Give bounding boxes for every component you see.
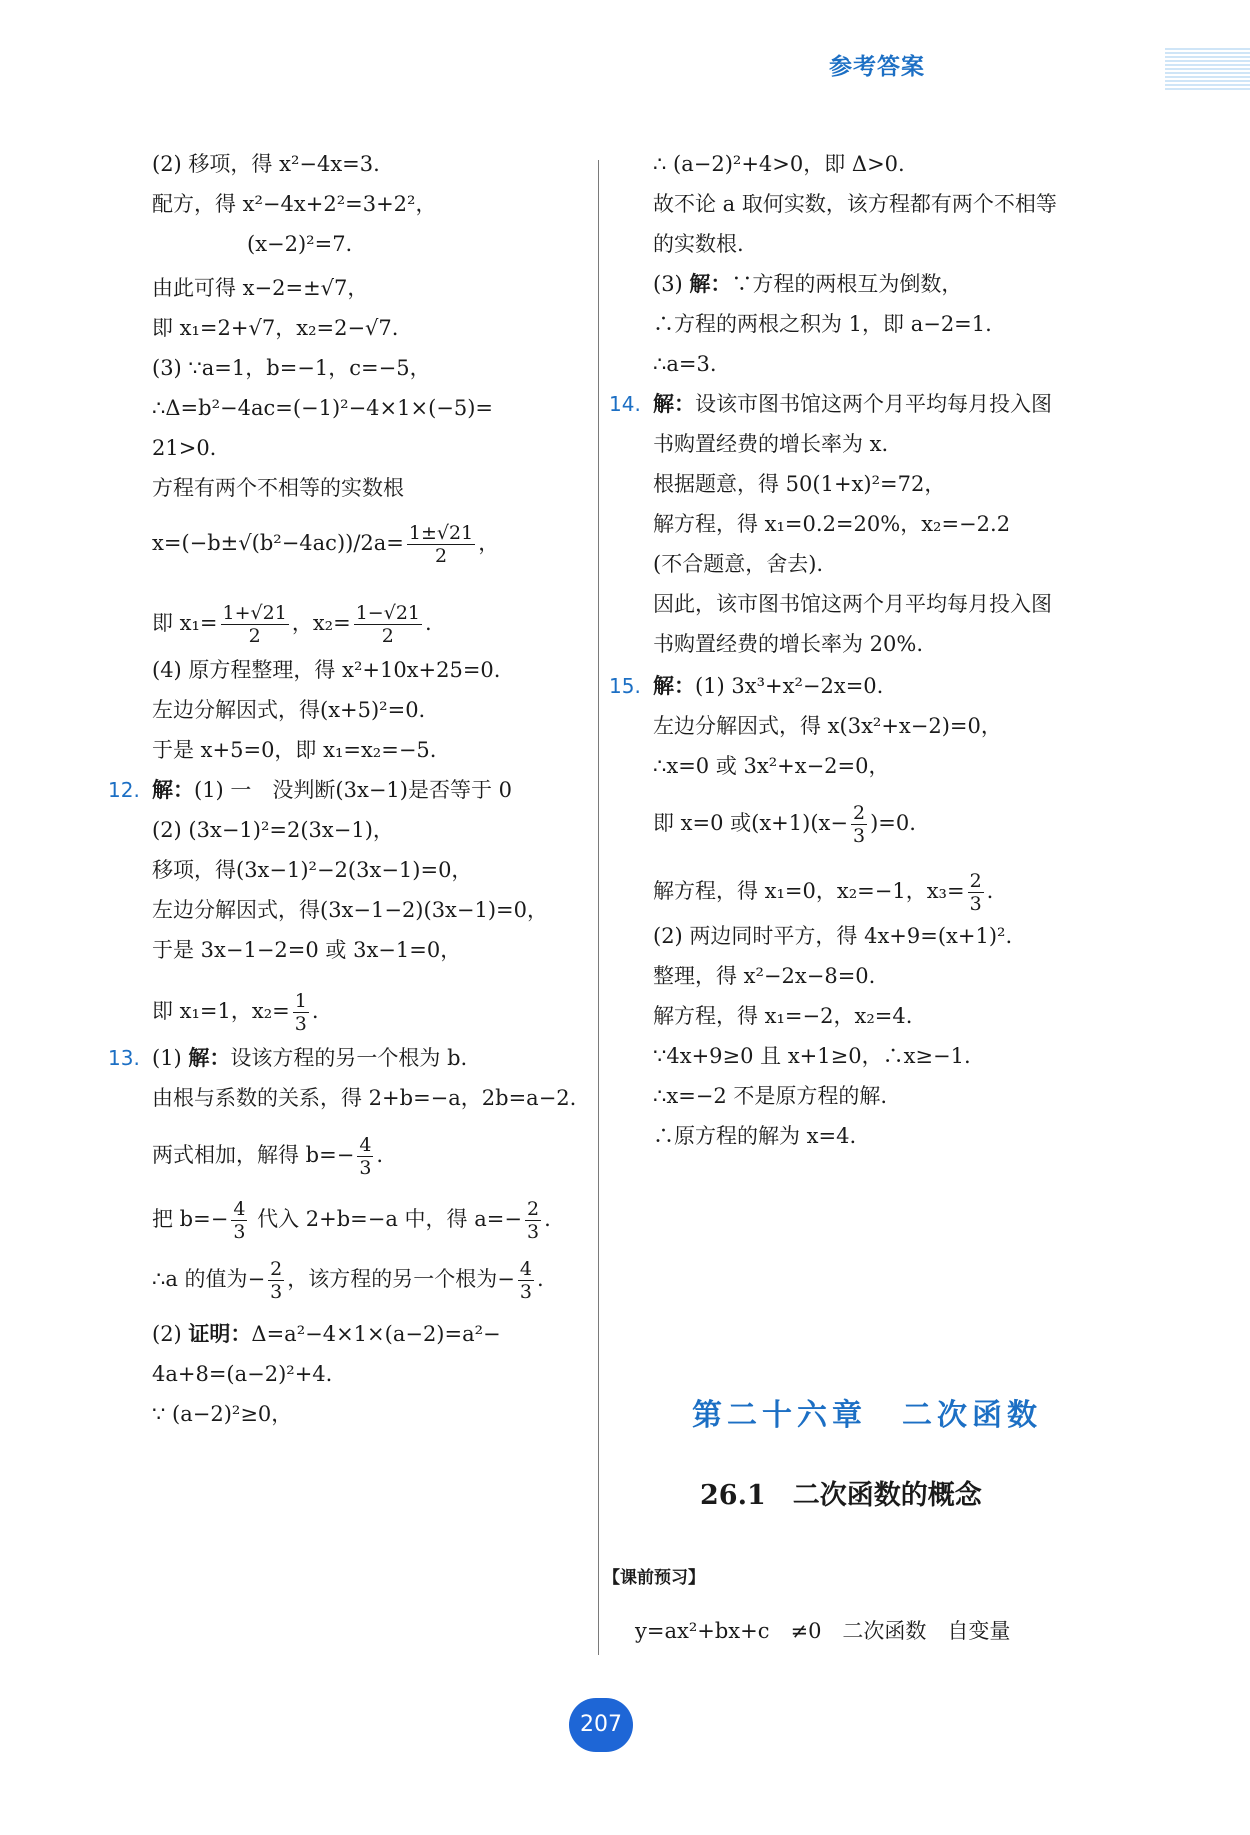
- solution-line: ∴x=−2 不是原方程的解.: [653, 1084, 888, 1108]
- solution-line: 21>0.: [152, 436, 217, 460]
- solution-line: 左边分解因式，得(x+5)²=0.: [152, 698, 426, 722]
- fraction: $\frac{4}{3}$: [519, 1258, 532, 1303]
- solution-line: 即 x₁=2+√7，x₂=2−√7.: [152, 316, 399, 340]
- fraction: $\frac{2}{3}$: [852, 802, 866, 847]
- solution-line: 根据题意，得 50(1+x)²=72，: [653, 472, 946, 496]
- solution-line: 12. 解：(1) 一 没判断(3x−1)是否等于 0: [108, 778, 513, 802]
- preview-tag: 【课前预习】: [603, 1568, 705, 1588]
- solution-line: ∴a 的值为− $\frac{2}{3}$ ，该方程的另一个根为− $\frac{4}{3}$ .: [152, 1258, 544, 1303]
- fraction: $\frac{2}{3}$: [526, 1198, 540, 1243]
- solution-line: 14. 解：设该市图书馆这两个月平均每月投入图: [609, 392, 1052, 416]
- solution-line: 由此可得 x−2=±√7，: [152, 276, 369, 300]
- solution-line: 解方程，得 x₁=0，x₂=−1，x₃= $\frac{2}{3}$ .: [653, 870, 994, 915]
- solution-line: 书购置经费的增长率为 x.: [653, 432, 889, 456]
- fraction: $\frac{1+√21}{2}$: [222, 602, 287, 647]
- solution-line: 的实数根.: [653, 232, 744, 256]
- solution-line: 因此，该市图书馆这两个月平均每月投入图: [653, 592, 1052, 616]
- solution-line: 两式相加，解得 b=− $\frac{4}{3}$ .: [152, 1134, 384, 1179]
- fraction: $\frac{1}{3}$: [294, 990, 307, 1035]
- solution-line: ∵4x+9≥0 且 x+1≥0，∴x≥−1.: [653, 1044, 971, 1068]
- fraction: $\frac{1-√21}{2}$: [355, 602, 420, 647]
- solution-line: 解方程，得 x₁=−2，x₂=4.: [653, 1004, 913, 1028]
- solution-line: 即 x₁=1，x₂= $\frac{1}{3}$ .: [152, 990, 319, 1035]
- solution-line: 移项，得(3x−1)²−2(3x−1)=0，: [152, 858, 473, 882]
- solution-line: 配方，得 x²−4x+2²=3+2²，: [152, 192, 437, 216]
- fraction: $\frac{2}{3}$: [270, 1258, 283, 1303]
- problem-number: 12.: [108, 778, 140, 802]
- column-divider: [598, 160, 599, 1655]
- solution-line: 方程有两个不相等的实数根: [152, 476, 404, 500]
- solution-line: (不合题意，舍去).: [653, 552, 824, 576]
- page-number-badge: 207: [569, 1698, 633, 1752]
- solution-line: (2) 两边同时平方，得 4x+9=(x+1)².: [653, 924, 1013, 948]
- problem-number: 14.: [609, 392, 641, 416]
- solution-line: ∴Δ=b²−4ac=(−1)²−4×1×(−5)=: [152, 396, 494, 420]
- solution-line: (2) (3x−1)²=2(3x−1)，: [152, 818, 394, 842]
- solution-line: (4) 原方程整理，得 x²+10x+25=0.: [152, 658, 501, 682]
- solution-line: 左边分解因式，得(3x−1−2)(3x−1)=0，: [152, 898, 549, 922]
- solution-line: (3) 解：∵方程的两根互为倒数，: [653, 272, 963, 296]
- solution-line: 于是 3x−1−2=0 或 3x−1=0，: [152, 938, 462, 962]
- solution-line: 解方程，得 x₁=0.2=20%，x₂=−2.2: [653, 512, 1011, 536]
- solution-line: 15. 解：(1) 3x³+x²−2x=0.: [609, 674, 884, 698]
- solution-line: 故不论 a 取何实数，该方程都有两个不相等: [653, 192, 1057, 216]
- solution-line: ∴a=3.: [653, 352, 717, 376]
- section-title: 26.1 二次函数的概念: [700, 1480, 982, 1511]
- solution-line: x=(−b±√(b²−4ac))/2a= $\frac{1\pm√21}{2}$ ，: [152, 522, 500, 567]
- chapter-title: 第二十六章 二次函数: [692, 1398, 1042, 1433]
- problem-number: 15.: [609, 674, 641, 698]
- solution-line: 把 b=− $\frac{4}{3}$ 代入 2+b=−a 中，得 a=− $\frac{2}{3}$ .: [152, 1198, 551, 1243]
- problem-number: 13.: [108, 1046, 140, 1070]
- solution-line: 即 x₁= $\frac{1+√21}{2}$ ，x₂= $\frac{1-√21}{2}$ .: [152, 602, 432, 647]
- solution-line: 整理，得 x²−2x−8=0.: [653, 964, 876, 988]
- fraction: $\frac{2}{3}$: [969, 870, 982, 915]
- solution-line: 由根与系数的关系，得 2+b=−a，2b=a−2.: [152, 1086, 577, 1110]
- fraction: $\frac{4}{3}$: [359, 1134, 372, 1179]
- solution-line: 4a+8=(a−2)²+4.: [152, 1362, 333, 1386]
- solution-line: ∵ (a−2)²≥0，: [152, 1402, 293, 1426]
- solution-line: ∴原方程的解为 x=4.: [653, 1124, 857, 1148]
- preview-text: y=ax²+bx+c ≠0 二次函数 自变量: [635, 1619, 1011, 1643]
- solution-line: 左边分解因式，得 x(3x²+x−2)=0，: [653, 714, 1002, 738]
- solution-line: ∴方程的两根之积为 1，即 a−2=1.: [653, 312, 992, 336]
- solution-line: (x−2)²=7.: [247, 232, 353, 256]
- solution-line: (3) ∵a=1，b=−1，c=−5，: [152, 356, 431, 380]
- solution-line: ∴ (a−2)²+4>0，即 Δ>0.: [653, 152, 905, 176]
- header-decoration: [1165, 46, 1250, 90]
- solution-line: (2) 证明：Δ=a²−4×1×(a−2)=a²−: [152, 1322, 501, 1346]
- solution-line: 13. (1) 解：设该方程的另一个根为 b.: [108, 1046, 468, 1070]
- fraction: $\frac{1\pm√21}{2}$: [408, 522, 474, 567]
- solution-line: 书购置经费的增长率为 20%.: [653, 632, 924, 656]
- fraction: $\frac{4}{3}$: [233, 1198, 246, 1243]
- header-title: 参考答案: [829, 54, 925, 80]
- solution-line: 于是 x+5=0，即 x₁=x₂=−5.: [152, 738, 437, 762]
- solution-line: ∴x=0 或 3x²+x−2=0，: [653, 754, 890, 778]
- solution-line: 即 x=0 或(x+1)(x− $\frac{2}{3}$ )=0.: [653, 802, 916, 847]
- solution-line: (2) 移项，得 x²−4x=3.: [152, 152, 380, 176]
